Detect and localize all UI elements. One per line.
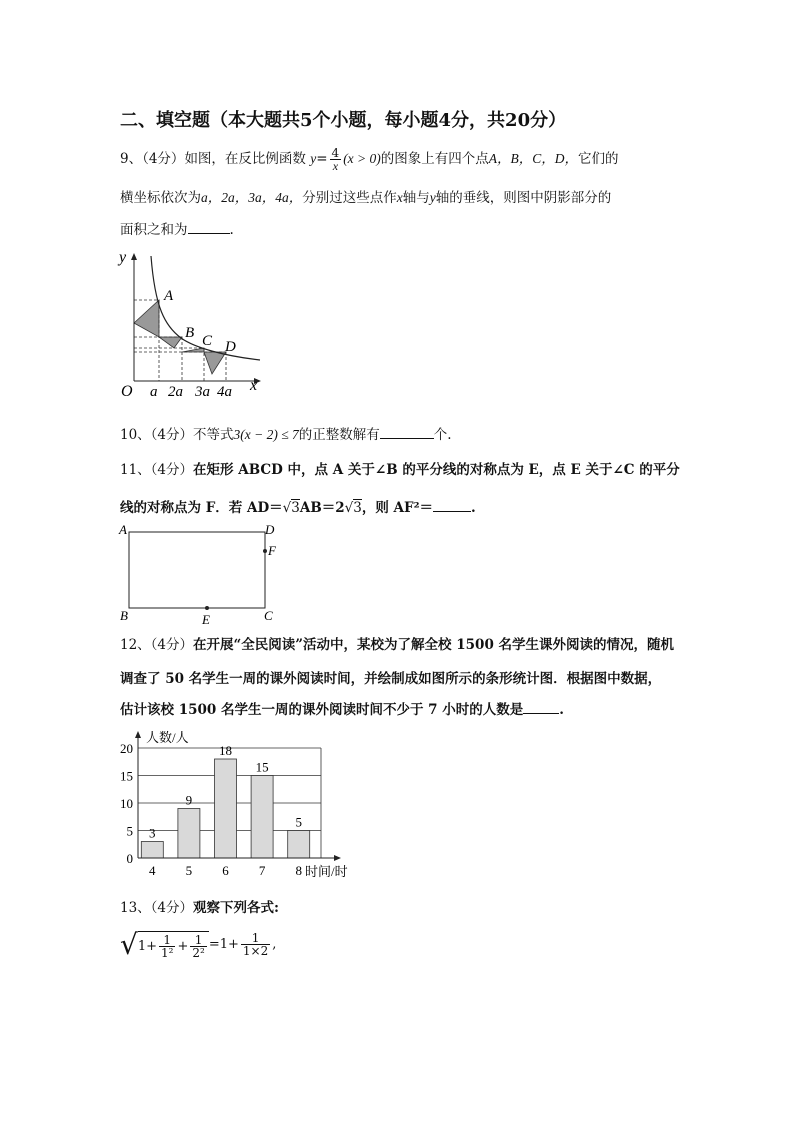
- q9-points: A，B，C，D，: [488, 151, 579, 166]
- bar-4: [141, 842, 163, 859]
- q9-line2: 横坐标依次为a，2a，3a，4a，分别过这些点作x轴与y轴的垂线，则图中阴影部分的: [120, 190, 612, 206]
- section-title: 二、填空题（本大题共5个小题，每小题4分，共20分）: [120, 110, 567, 131]
- fig9-tick-a: a: [150, 384, 158, 398]
- chart-x-axis-arrow: [334, 855, 341, 861]
- label-c: C: [264, 608, 273, 623]
- fig9-x-label: x: [250, 377, 258, 394]
- q9-line1: 9、（4分）如图，在反比例函数 y= $\frac{4}{x}$ (x > 0)的图象上有四个点A，B，C，D，它们的: [120, 146, 619, 173]
- label-b: B: [120, 608, 128, 623]
- bar-label-5: 9: [185, 792, 193, 808]
- y-tick-20: 20: [120, 741, 133, 756]
- q13-line: 13、（4分）观察下列各式:: [120, 900, 280, 916]
- q11-sqrt-1: 3: [291, 500, 300, 516]
- q11-answer-blank[interactable]: [433, 499, 471, 512]
- shade-a: [134, 300, 159, 337]
- chart-y-axis-arrow: [135, 731, 141, 738]
- q11-line1: 11、（4分）在矩形 ABCD 中，点 A 关于∠B 的平分线的对称点为 E，点 E 关于∠C 的平分: [120, 462, 680, 478]
- q12-answer-blank[interactable]: [523, 701, 559, 714]
- q13-number: 13、（4分）: [120, 900, 194, 916]
- q10-line: 10、（4分）不等式3(x − 2) ≤ 7的正整数解有 个.: [120, 427, 452, 443]
- fig9-tick-4a: 4a: [217, 384, 232, 398]
- label-d: D: [265, 522, 275, 537]
- fig9-tick-3a: 3a: [195, 384, 210, 398]
- q12-bar-chart: [112, 726, 362, 882]
- fig9-origin: O: [121, 383, 133, 398]
- q11-sqrt-2: 3: [353, 500, 362, 516]
- q12-line3: 估计该校 1500 名学生一周的课外阅读时间不少于 7 小时的人数是 .: [120, 702, 564, 718]
- shade-d: [204, 352, 226, 374]
- q9-line3: 面积之和为 .: [120, 222, 234, 238]
- q10-number: 10、（4分）: [120, 427, 194, 443]
- q11-line2: 线的对称点为 F．若 AD＝√3AB＝2√3，则 AF²＝ .: [120, 500, 476, 516]
- q12-line1: 12、（4分）在开展“全民阅读”活动中，某校为了解全校 1500 名学生课外阅读的情况，随机: [120, 637, 675, 653]
- rectangle-abcd: [129, 532, 265, 608]
- sqrt-sign: √: [120, 928, 138, 961]
- chart-y-ticks: [120, 741, 133, 866]
- y-tick-10: 10: [120, 796, 133, 811]
- chart-x-ticks: [149, 863, 302, 878]
- y-axis-arrow: [131, 253, 137, 260]
- q9-func-fraction: $\frac{4}{x}$: [331, 146, 340, 173]
- bar-8: [288, 831, 310, 859]
- bar-7: [251, 776, 273, 859]
- shade-c: [182, 348, 204, 352]
- chart-bars: [141, 759, 309, 858]
- bar-5: [178, 809, 200, 859]
- q13-formula: √1+ $\frac{1}{\text{1²}}$ + $\frac{1}{\text{2²}}$ =1+ $\frac{1}{1\times 2}$ ,: [120, 928, 277, 961]
- x-tick-7: 7: [258, 863, 266, 878]
- bar-label-4: 3: [149, 825, 156, 841]
- label-f: F: [268, 543, 276, 558]
- q11-figure: [112, 520, 287, 628]
- fig9-point-a: A: [164, 288, 174, 304]
- y-tick-5: 5: [126, 823, 133, 839]
- bar-label-7: 15: [255, 759, 269, 775]
- q10-inequality: 3(x − 2) ≤ 7: [233, 427, 299, 442]
- point-f-dot: [263, 549, 267, 553]
- q12-line2: 调查了 50 名学生一周的课外阅读时间，并绘制成如图所示的条形统计图．根据图中数据，: [120, 671, 662, 687]
- bar-label-6: 18: [219, 743, 232, 758]
- x-tick-8: 8: [295, 863, 302, 878]
- y-tick-0: 0: [126, 851, 133, 866]
- fig9-point-c: C: [202, 333, 213, 349]
- chart-ylabel: 人数/人: [146, 730, 189, 745]
- x-tick-4: 4: [149, 863, 156, 878]
- bar-6: [215, 759, 237, 858]
- fig9-tick-2a: 2a: [168, 384, 183, 398]
- fig9-point-d: D: [225, 339, 236, 355]
- bar-label-8: 5: [295, 814, 302, 830]
- label-a: A: [119, 522, 127, 537]
- q9-func-y: y: [310, 151, 317, 166]
- chart-xlabel: 时间/时: [305, 864, 348, 879]
- q9-figure: [115, 248, 270, 398]
- fig9-point-b: B: [185, 325, 195, 341]
- x-tick-5: 5: [185, 863, 193, 878]
- sqrt-content: 1+ $\frac{1}{\text{1²}}$ + $\frac{1}{\text{2²}}$: [138, 931, 209, 959]
- q9-answer-blank[interactable]: [188, 221, 230, 234]
- q12-number: 12、（4分）: [120, 637, 194, 653]
- q10-answer-blank[interactable]: [380, 426, 434, 439]
- q9-number: 9、（4分）: [120, 151, 185, 167]
- q9-func-condition: (x > 0): [343, 151, 381, 166]
- point-e-dot: [205, 606, 209, 610]
- shade-b: [159, 337, 182, 348]
- x-tick-6: 6: [222, 863, 229, 878]
- y-tick-15: 15: [120, 768, 133, 784]
- label-e: E: [202, 612, 210, 627]
- q11-number: 11、（4分）: [120, 462, 194, 478]
- fig9-y-label: y: [119, 249, 127, 266]
